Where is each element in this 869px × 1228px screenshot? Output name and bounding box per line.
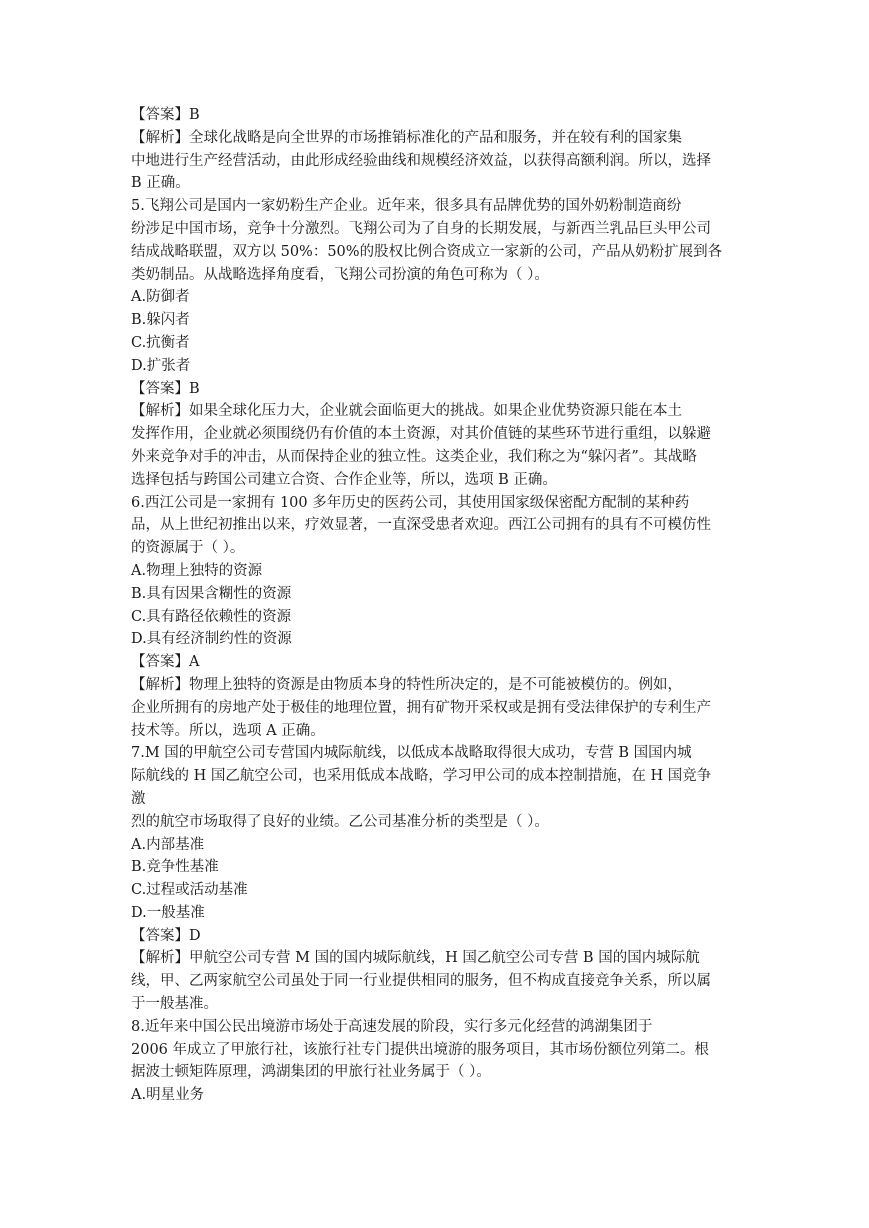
text-line: 的资源属于（ ）。 (131, 540, 245, 557)
text-line: 于一般基准。 (131, 996, 218, 1013)
text-line: 7.M 国的甲航空公司专营国内城际航线，以低成本战略取得很大成功，专营 B 国国内城 (131, 745, 692, 762)
text-line: 【答案】B (131, 107, 200, 123)
text-line: 类奶制品。从战略选择角度看，飞翔公司扮演的角色可称为（ ）。 (131, 266, 549, 283)
text-line: 结成战略联盟，双方以 50%：50%的股权比例合资成立一家新的公司，产品从奶粉扩展到各 (131, 243, 723, 260)
text-line: 线，甲、乙两家航空公司虽处于同一行业提供相同的服务，但不构成直接竞争关系，所以属 (131, 973, 711, 990)
text-line: 2006 年成立了甲旅行社，该旅行社专门提供出境游的服务项目，其市场份额位列第二。根 (131, 1041, 710, 1058)
text-line: D.扩张者 (131, 357, 191, 374)
text-line: A.明星业务 (131, 1087, 205, 1104)
text-line: 选择包括与跨国公司建立合资、合作企业等，所以，选项 B 正确。 (131, 471, 557, 488)
text-line: 际航线的 H 国乙航空公司，也采用低成本战略，学习甲公司的成本控制措施，在 H 国竞争 (131, 768, 712, 785)
text-line: 据波士顿矩阵原理，鸿湖集团的甲旅行社业务属于（ ）。 (131, 1064, 491, 1081)
text-line: 中地进行生产经营活动，由此形成经验曲线和规模经济效益，以获得高额利润。所以，选择 (131, 152, 711, 169)
text-line: A.内部基准 (131, 836, 205, 853)
text-line: 技术等。所以，选项 A 正确。 (131, 722, 325, 739)
text-line: 5.飞翔公司是国内一家奶粉生产企业。近年来，很多具有品牌优势的国外奶粉制造商纷 (131, 198, 682, 215)
text-line: B 正确。 (131, 175, 190, 192)
text-line: 企业所拥有的房地产处于极佳的地理位置，拥有矿物开采权或是拥有受法律保护的专利生产 (131, 699, 711, 716)
text-line: 【答案】B (131, 380, 200, 397)
text-line: 6.西江公司是一家拥有 100 多年历史的医药公司，其使用国家级保密配方配制的某种药 (131, 494, 690, 511)
text-line: 【解析】如果全球化压力大，企业就会面临更大的挑战。如果企业优势资源只能在本土 (131, 403, 682, 420)
text-line: C.具有路径依赖性的资源 (131, 608, 292, 625)
text-line: B.具有因果含糊性的资源 (131, 585, 292, 602)
text-line: A.物理上独特的资源 (131, 562, 263, 579)
text-line: A.防御者 (131, 289, 190, 306)
text-line: B.躲闪者 (131, 312, 190, 329)
text-line: 【解析】物理上独特的资源是由物质本身的特性所决定的，是不可能被模仿的。例如， (131, 676, 682, 693)
text-line: 【解析】全球化战略是向全世界的市场推销标准化的产品和服务，并在较有利的国家集 (131, 129, 682, 146)
text-line: 激 (131, 790, 146, 807)
text-line: 发挥作用，企业就必须围绕仍有价值的本土资源，对其价值链的某些环节进行重组，以躲避 (131, 426, 711, 443)
text-line: 【答案】A (131, 654, 200, 671)
text-line: C.过程或活动基准 (131, 882, 248, 899)
text-line: 烈的航空市场取得了良好的业绩。乙公司基准分析的类型是（ ）。 (131, 813, 549, 830)
text-line: D.一般基准 (131, 904, 205, 921)
text-line: B.竞争性基准 (131, 859, 219, 876)
text-line: 外来竞争对手的冲击，从而保持企业的独立性。这类企业，我们称之为“躲闪者”。其战略 (131, 448, 697, 465)
text-line: 【答案】D (131, 927, 201, 944)
text-line: D.具有经济制约性的资源 (131, 631, 292, 648)
text-line: 品，从上世纪初推出以来，疗效显著，一直深受患者欢迎。西江公司拥有的具有不可模仿性 (131, 517, 711, 534)
text-line: 8.近年来中国公民出境游市场处于高速发展的阶段，实行多元化经营的鸿湖集团于 (131, 1018, 653, 1035)
text-line: 纷涉足中国市场，竞争十分激烈。飞翔公司为了自身的长期发展，与新西兰乳品巨头甲公司 (131, 220, 711, 237)
text-line: C.抗衡者 (131, 334, 190, 351)
text-line: 【解析】甲航空公司专营 M 国的国内城际航线，H 国乙航空公司专营 B 国的国内城际航 (131, 950, 700, 967)
document-page (131, 104, 743, 1107)
